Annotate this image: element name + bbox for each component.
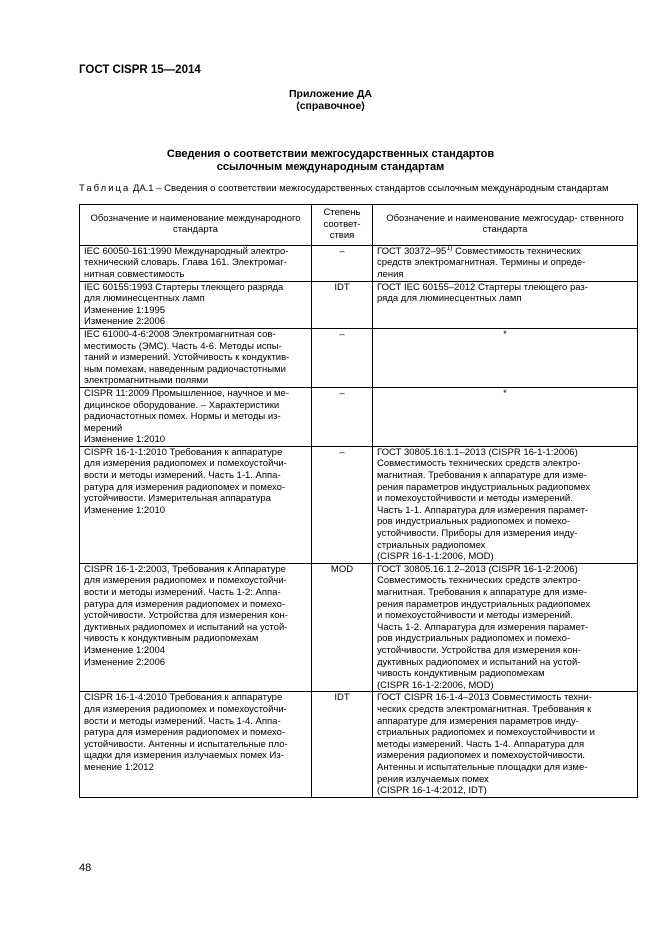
interstate-standard-cell xyxy=(373,563,638,692)
international-standard-cell xyxy=(80,387,312,446)
table-caption-prefix: Таблица xyxy=(79,183,131,194)
table-header-row xyxy=(80,205,638,246)
cell-text-line: дуктивных радиопомех и испытаний на устой- xyxy=(377,656,581,668)
cell-text-line: вости и методы измерений. Часть 1-2: Аппа- xyxy=(84,587,281,598)
table-row xyxy=(80,328,638,387)
cell-text-line: CISPR 16-1-4:2010 Требования к аппаратуре xyxy=(84,692,283,704)
international-standard-cell xyxy=(80,281,312,328)
cell-text-line: CISPR 11:2009 Промышленное, научное и ме- xyxy=(84,387,289,399)
cell-text-line: IEC 61000-4-6:2008 Электромагнитная сов- xyxy=(84,328,276,340)
cell-text-line: устойчивости. Устройства для измерения кон- xyxy=(84,610,288,622)
interstate-standard-cell xyxy=(373,387,638,446)
interstate-standard-cell xyxy=(373,692,638,797)
cell-text-line: мерений xyxy=(84,422,123,434)
cell-text-line: (CISPR 16-1-2:2006, MOD) xyxy=(377,679,494,691)
cell-text-line: Часть 1-1. Аппаратура для измерения парамет- xyxy=(377,504,589,516)
cell-text-line: местимость (ЭМС). Часть 4-6. Методы испы- xyxy=(84,340,282,352)
section-title-line-2: ссылочным международным стандартам xyxy=(216,161,445,173)
cell-text-line: технический словарь. Глава 161. Электромаг- xyxy=(84,257,287,269)
cell-text-line: Антенны и испытательные площадки для изме- xyxy=(377,761,588,773)
header-international-standard: Обозначение и наименование международного стандарта xyxy=(80,205,312,246)
cell-text-line: CISPR 16-1-1:2010 Требования к аппаратуре xyxy=(84,446,283,458)
section-title-line-1: Сведения о соответствии межгосударственных стандартов xyxy=(166,148,495,160)
degree-of-conformity-cell: – xyxy=(312,446,373,563)
footnote-asterisk: * xyxy=(503,387,507,399)
cell-text-line: ления xyxy=(377,268,404,280)
footnote-asterisk: * xyxy=(503,328,507,340)
international-standard-cell xyxy=(80,328,312,387)
cell-text-line: стриальных радиопомех xyxy=(377,539,486,551)
cell-text-line: для измерения радиопомех и помехоустойчи- xyxy=(84,575,287,587)
cell-text-line: Совместимость технических средств электро- xyxy=(377,575,581,587)
cell-text-line: ров индустриальных радиопомех и помехо- xyxy=(377,633,571,645)
table-row xyxy=(80,563,638,692)
cell-text-line: магнитная. Требования к аппаратуре для изме- xyxy=(377,470,587,482)
table-row xyxy=(80,281,638,328)
section-title xyxy=(0,148,661,174)
cell-text-line: устойчивости. Устройства для измерения кон- xyxy=(377,644,581,656)
cell-text-line: ратура для измерения радиопомех и помехо- xyxy=(84,727,286,739)
cell-text-line: CISPR 16-1-2:2003, Требования к Аппаратуре xyxy=(84,563,286,575)
cell-text-line: ческих средств электромагнитная. Требования к xyxy=(377,703,592,715)
cell-text-line: (CISPR 16-1-4:2012, IDT) xyxy=(377,785,487,797)
degree-of-conformity-cell: IDT xyxy=(312,692,373,797)
cell-text-line: для люминесцентных ламп xyxy=(84,293,205,305)
table-caption xyxy=(79,184,637,195)
cell-text-line: (CISPR 16-1-1:2006, MOD) xyxy=(377,551,494,563)
cell-text-line: устойчивости. Измерительная аппаратура xyxy=(84,493,271,505)
table-body xyxy=(80,245,638,797)
cell-text-line: ГОСТ 30805.16.1.1–2013 (CISPR 16-1-1:2006) xyxy=(377,446,578,458)
cell-text-line: ным помехам, наведенным радиочастотными xyxy=(84,363,286,375)
cell-text-line: таний и измерений. Устойчивость к кондуктив- xyxy=(84,352,290,364)
cell-text-line: дицинское оборудование. – Характеристики xyxy=(84,399,280,411)
cell-text-line: для измерения радиопомех и помехоустойчи- xyxy=(84,703,287,715)
cell-text-line: ратура для измерения радиопомех и помехо- xyxy=(84,481,286,493)
standard-designation: ГОСТ 30372–95 xyxy=(377,245,447,257)
table-caption-text: ДА.1 – Сведения о соответствии межгосударственных стандартов ссылочным международным стандартам xyxy=(132,183,609,194)
cell-text-line: и помехоустойчивости и методы измерений. xyxy=(377,610,573,622)
cell-text-line: чивость кондуктивным радиопомехам xyxy=(377,668,545,680)
cell-text-line: для измерения радиопомех и помехоустойчи- xyxy=(84,458,287,470)
cell-text-line: Изменение 1:2004 xyxy=(84,644,166,656)
cell-text-line: электромагнитными полями xyxy=(84,375,209,387)
table-row xyxy=(80,245,638,281)
cell-text-line: менение 1:2012 xyxy=(84,761,154,773)
appendix-subtitle: (справочное) xyxy=(296,100,365,112)
international-standard-cell xyxy=(80,563,312,692)
standards-correspondence-table xyxy=(79,204,638,798)
interstate-standard-cell xyxy=(373,245,638,281)
cell-text-line: ратура для измерения радиопомех и помехо- xyxy=(84,598,286,610)
cell-text-line: рения параметров индустриальных радиопомех xyxy=(377,481,591,493)
international-standard-cell xyxy=(80,692,312,797)
cell-text-line: рения параметров индустриальных радиопомех xyxy=(377,598,591,610)
document-code-header: ГОСТ CISPR 15—2014 xyxy=(79,64,201,76)
cell-text-line: ГОСТ CISPR 16-1-4–2013 Совместимость техни- xyxy=(377,692,592,704)
standard-title-start: Совместимость технических xyxy=(455,245,581,257)
cell-text-line xyxy=(377,246,633,258)
degree-of-conformity-cell: – xyxy=(312,245,373,281)
cell-text-line: ГОСТ IEC 60155–2012 Стартеры тлеющего раз- xyxy=(377,281,588,293)
cell-text-line: Изменение 1:2010 xyxy=(84,434,166,446)
cell-text-line: устойчивости. Приборы для измерения инду- xyxy=(377,528,578,540)
table-row xyxy=(80,692,638,797)
table-row xyxy=(80,387,638,446)
international-standard-cell xyxy=(80,245,312,281)
interstate-standard-cell xyxy=(373,446,638,563)
cell-text-line: Изменение 2:2006 xyxy=(84,656,166,668)
cell-text-line: вости и методы измерений. Часть 1-1. Аппа- xyxy=(84,470,281,482)
cell-text-line: вости и методы измерений. Часть 1-4. Аппа- xyxy=(84,715,281,727)
cell-text-line: Часть 1-2. Аппаратура для измерения парамет- xyxy=(377,621,589,633)
cell-text-line: Изменение 2:2006 xyxy=(84,316,166,328)
appendix-heading xyxy=(0,88,661,112)
cell-text-line: измерения радиопомех и помехоустойчивости. xyxy=(377,750,586,762)
cell-text-line: устойчивости. Антенны и испытательные пло- xyxy=(84,738,288,750)
cell-text-line: радиочастотных помех. Нормы и методы из- xyxy=(84,411,281,423)
interstate-standard-cell xyxy=(373,281,638,328)
degree-of-conformity-cell: – xyxy=(312,328,373,387)
cell-text-line: и помехоустойчивости и методы измерений. xyxy=(377,493,573,505)
table-row xyxy=(80,446,638,563)
degree-of-conformity-cell: – xyxy=(312,387,373,446)
degree-of-conformity-cell: MOD xyxy=(312,563,373,692)
cell-text-line: рения излучаемых помех xyxy=(377,773,489,785)
footnote-marker: 1) xyxy=(446,244,453,252)
cell-text-line: нитная совместимость xyxy=(84,268,185,280)
international-standard-cell xyxy=(80,446,312,563)
cell-text-line: Совместимость технических средств электро- xyxy=(377,458,581,470)
cell-text-line: ряда для люминесцентных ламп xyxy=(377,293,522,305)
header-interstate-standard: Обозначение и наименование межгосудар- ственного стандарта xyxy=(373,205,638,246)
cell-text-line: дуктивных радиопомех и испытаний на устой- xyxy=(84,621,288,633)
cell-text-line: IEC 60050-161:1990 Международный электро- xyxy=(84,245,289,257)
cell-text-line: IEC 60155:1993 Стартеры тлеющего разряда xyxy=(84,281,284,293)
cell-text-line: щадки для измерения излучаемых помех Из- xyxy=(84,750,284,762)
degree-of-conformity-cell: IDT xyxy=(312,281,373,328)
cell-text-line: Изменение 1:2010 xyxy=(84,504,166,516)
cell-text-line: средств электромагнитная. Термины и опреде- xyxy=(377,257,586,269)
cell-text-line: магнитная. Требования к аппаратуре для изме- xyxy=(377,587,587,598)
interstate-standard-cell xyxy=(373,328,638,387)
cell-text-line: чивость к кондуктивным радиопомехам xyxy=(84,633,259,645)
cell-text-line: Изменение 1:1995 xyxy=(84,304,166,316)
cell-text-line: аппаратуре для измерения параметров инду- xyxy=(377,715,579,727)
appendix-title: Приложение ДА xyxy=(289,88,372,100)
header-degree-of-conformity: Степень соответ- ствия xyxy=(312,205,373,246)
cell-text-line: ров индустриальных радиопомех и помехо- xyxy=(377,516,571,528)
cell-text-line: методы измерений. Часть 1-4. Аппаратура для xyxy=(377,738,585,750)
page-number: 48 xyxy=(79,862,92,874)
cell-text-line: стриальных радиопомех и помехоустойчивости и xyxy=(377,727,595,739)
cell-text-line: ГОСТ 30805.16.1.2–2013 (CISPR 16-1-2:2006) xyxy=(377,563,578,575)
